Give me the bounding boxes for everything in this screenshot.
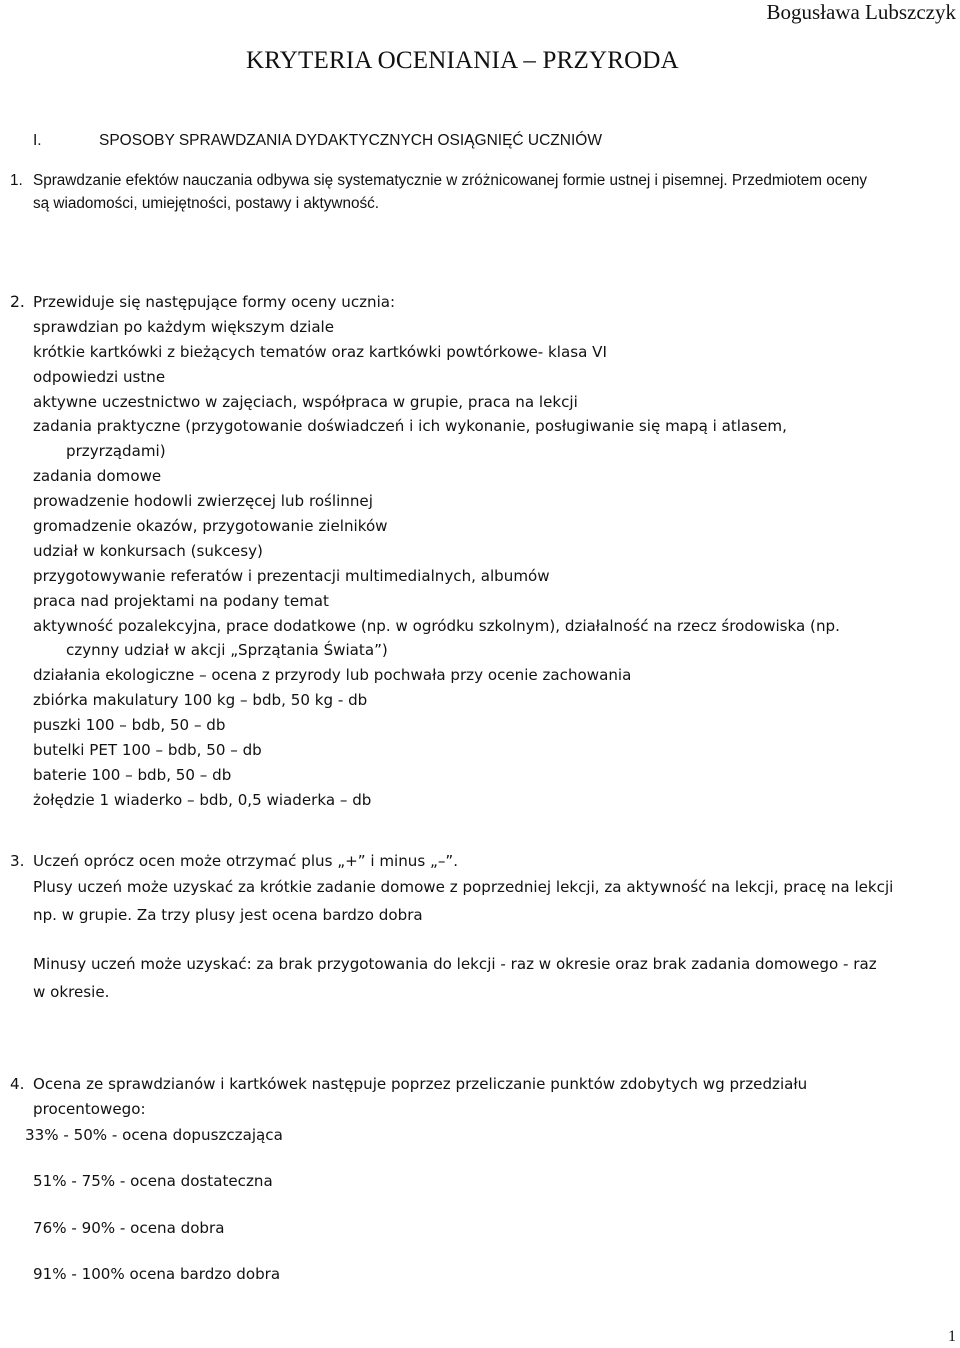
list-item: krótkie kartkówki z bieżących tematów oraz kartkówki powtórkowe- klasa VI xyxy=(33,342,607,361)
point-1-number: 1. xyxy=(10,172,23,189)
assessment-forms-intro: Przewiduje się następujące formy oceny ucznia: xyxy=(33,293,396,311)
list-item: aktywne uczestnictwo w zajęciach, współpraca w grupie, praca na lekcji xyxy=(33,392,578,411)
list-item: prowadzenie hodowli zwierzęcej lub roślinnej xyxy=(33,492,373,511)
list-item: puszki 100 – bdb, 50 – db xyxy=(33,716,226,735)
list-item-continuation: przyrządami) xyxy=(66,442,166,461)
grade-range-item: 76% - 90% - ocena dobra xyxy=(33,1219,225,1237)
list-item: działania ekologiczne – ocena z przyrody lub pochwała przy ocenie zachowania xyxy=(33,666,632,685)
page-number: 1 xyxy=(948,1328,956,1345)
point-4-line-1: Ocena ze sprawdzianów i kartkówek następuje poprzez przeliczanie punktów zdobytych wg przedziału xyxy=(33,1075,808,1093)
list-item: butelki PET 100 – bdb, 50 – db xyxy=(33,741,262,760)
point-3-number: 3. xyxy=(10,852,25,870)
list-item: baterie 100 – bdb, 50 – db xyxy=(33,765,232,784)
point-3-line-5: w okresie. xyxy=(33,983,110,1001)
point-1-line-2: są wiadomości, umiejętności, postawy i aktywność. xyxy=(33,195,380,212)
list-item: odpowiedzi ustne xyxy=(33,367,166,386)
point-3-line-4: Minusy uczeń może uzyskać: za brak przygotowania do lekcji - raz w okresie oraz brak zadania domowego - raz xyxy=(33,955,877,973)
grade-range-item: 91% - 100% ocena bardzo dobra xyxy=(33,1265,281,1283)
list-item: przygotowywanie referatów i prezentacji multimedialnych, albumów xyxy=(33,566,550,585)
grade-range-item: 51% - 75% - ocena dostateczna xyxy=(33,1172,273,1190)
list-item: sprawdzian po każdym większym dziale xyxy=(33,317,335,336)
point-3-line-3: np. w grupie. Za trzy plusy jest ocena bardzo dobra xyxy=(33,906,423,924)
assessment-forms-list xyxy=(33,290,933,813)
list-item: udział w konkursach (sukcesy) xyxy=(33,541,263,560)
document-title: KRYTERIA OCENIANIA – PRZYRODA xyxy=(246,47,679,74)
point-1-line-1: Sprawdzanie efektów nauczania odbywa się systematycznie w zróżnicowanej formie ustnej i pisemnej. Przedmiotem oceny xyxy=(33,172,868,189)
author-name: Bogusława Lubszczyk xyxy=(766,0,956,24)
list-item-continuation: czynny udział w akcji „Sprzątania Świata”) xyxy=(66,641,388,660)
list-item: gromadzenie okazów, przygotowanie zielników xyxy=(33,517,388,536)
list-item: zadania domowe xyxy=(33,467,162,486)
list-item: praca nad projektami na podany temat xyxy=(33,591,329,610)
section-title: SPOSOBY SPRAWDZANIA DYDAKTYCZNYCH OSIĄGNIĘĆ UCZNIÓW xyxy=(99,132,602,149)
list-item: aktywność pozalekcyjna, prace dodatkowe (np. w ogródku szkolnym), działalność na rzecz środowiska (np. xyxy=(33,616,840,635)
point-4-number: 4. xyxy=(10,1075,25,1093)
point-2-number: 2. xyxy=(10,293,25,311)
list-item: zbiórka makulatury 100 kg – bdb, 50 kg - db xyxy=(33,691,368,710)
point-3-line-2: Plusy uczeń może uzyskać za krótkie zadanie domowe z poprzedniej lekcji, za aktywność na lekcji, pracę na lekcji xyxy=(33,878,894,896)
list-item: zadania praktyczne (przygotowanie doświadczeń i ich wykonanie, posługiwanie się mapą i atlasem, xyxy=(33,417,787,436)
point-3-line-1: Uczeń oprócz ocen może otrzymać plus „+” i minus „–”. xyxy=(33,852,459,870)
section-number: I. xyxy=(33,132,42,149)
grade-range-item: 33% - 50% - ocena dopuszczająca xyxy=(25,1126,283,1144)
list-item: żołędzie 1 wiaderko – bdb, 0,5 wiaderka – db xyxy=(33,790,372,809)
point-4-line-2: procentowego: xyxy=(33,1100,146,1118)
